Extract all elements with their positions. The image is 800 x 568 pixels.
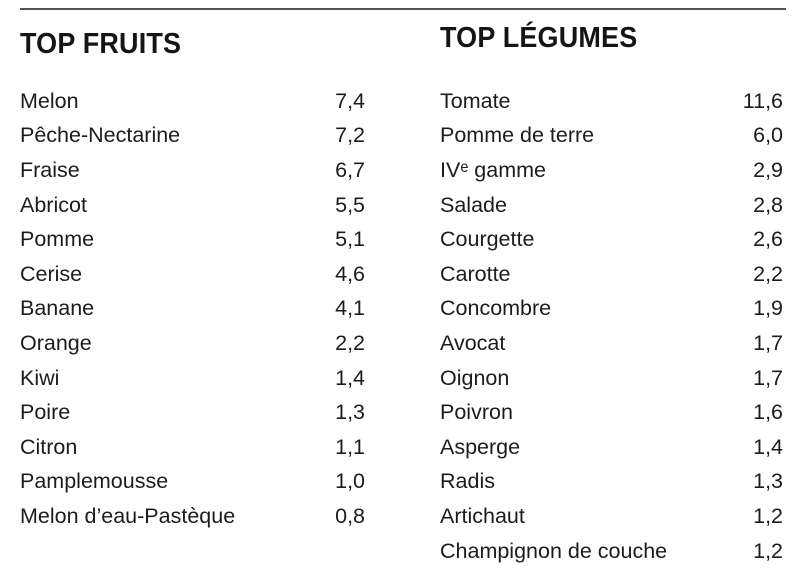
legumes-name: Radis: [440, 469, 495, 494]
legumes-row: [440, 465, 783, 500]
fruits-row: [20, 119, 365, 154]
fruits-name: Banane: [20, 296, 95, 321]
fruits-name: Abricot: [20, 192, 87, 217]
legumes-title: TOP LÉGUMES: [440, 22, 638, 54]
legumes-row: [440, 499, 783, 534]
fruits-value: 7,4: [335, 88, 365, 113]
legumes-row: [440, 257, 783, 292]
legumes-name: Asperge: [440, 434, 521, 459]
legumes-value: 1,9: [753, 296, 783, 321]
fruits-name: Poire: [20, 400, 71, 425]
legumes-row: [440, 395, 783, 430]
legumes-value: 1,7: [753, 330, 783, 355]
fruits-title: TOP FRUITS: [20, 28, 182, 60]
legumes-value: 1,3: [753, 469, 783, 494]
fruits-name: Orange: [20, 330, 92, 355]
legumes-value: 1,2: [753, 503, 783, 528]
fruits-value: 1,0: [335, 469, 365, 494]
fruits-value: 1,1: [335, 434, 365, 459]
legumes-row: [440, 361, 783, 396]
fruits-row: [20, 153, 365, 188]
fruits-name: Melon: [20, 88, 79, 113]
fruits-value: 0,8: [335, 503, 365, 528]
legumes-row: [440, 430, 783, 465]
legumes-value: 11,6: [742, 88, 783, 113]
legumes-value: 1,4: [753, 434, 783, 459]
fruits-name: Fraise: [20, 157, 80, 182]
fruits-value: 1,3: [335, 400, 365, 425]
fruits-row: [20, 84, 365, 119]
fruits-row: [20, 499, 365, 534]
fruits-row: [20, 222, 365, 257]
fruits-value: 4,6: [335, 261, 365, 286]
fruits-row: [20, 326, 365, 361]
fruits-value: 5,1: [335, 227, 365, 252]
legumes-value: 1,2: [753, 538, 783, 563]
fruits-name: Citron: [20, 434, 78, 459]
fruits-row: [20, 257, 365, 292]
fruits-name: Pamplemousse: [20, 469, 169, 494]
fruits-value: 4,1: [335, 296, 365, 321]
legumes-name: Carotte: [440, 261, 511, 286]
fruits-value: 1,4: [335, 365, 365, 390]
legumes-name: Salade: [440, 192, 507, 217]
fruits-row: [20, 188, 365, 223]
legumes-value: 2,9: [753, 157, 783, 182]
legumes-row: [440, 188, 783, 223]
legumes-value: 1,6: [753, 400, 783, 425]
fruits-name: Melon d’eau-Pastèque: [20, 503, 236, 528]
legumes-name: Poivron: [440, 400, 513, 425]
fruits-value: 7,2: [335, 123, 365, 148]
legumes-row: [440, 292, 783, 327]
legumes-name: Oignon: [440, 365, 510, 390]
legumes-value: 2,8: [753, 192, 783, 217]
fruits-row: [20, 292, 365, 327]
legumes-name: Tomate: [440, 88, 511, 113]
legumes-value: 2,2: [753, 261, 783, 286]
fruits-row: [20, 465, 365, 500]
fruits-name: Cerise: [20, 261, 83, 286]
legumes-name: Pomme de terre: [440, 123, 595, 148]
legumes-value: 6,0: [753, 123, 783, 148]
top-divider-line: [20, 8, 786, 10]
fruits-value: 5,5: [335, 192, 365, 217]
fruits-row: [20, 395, 365, 430]
legumes-value: 2,6: [753, 227, 783, 252]
legumes-name: Artichaut: [440, 503, 525, 528]
legumes-list: [440, 84, 783, 568]
legumes-row: [440, 119, 783, 154]
fruits-value: 2,2: [335, 330, 365, 355]
legumes-row: [440, 84, 783, 119]
legumes-name: IVᵉ gamme: [440, 157, 546, 182]
fruits-list: [20, 84, 365, 534]
legumes-row: [440, 326, 783, 361]
fruits-name: Kiwi: [20, 365, 60, 390]
fruits-value: 6,7: [335, 157, 365, 182]
fruits-row: [20, 361, 365, 396]
legumes-value: 1,7: [753, 365, 783, 390]
legumes-name: Avocat: [440, 330, 506, 355]
fruits-name: Pomme: [20, 227, 95, 252]
legumes-row: [440, 153, 783, 188]
legumes-row: [440, 222, 783, 257]
legumes-name: Courgette: [440, 227, 535, 252]
fruits-row: [20, 430, 365, 465]
legumes-name: Concombre: [440, 296, 552, 321]
fruits-name: Pêche-Nectarine: [20, 123, 181, 148]
legumes-row: [440, 534, 783, 568]
legumes-name: Champignon de couche: [440, 538, 668, 563]
